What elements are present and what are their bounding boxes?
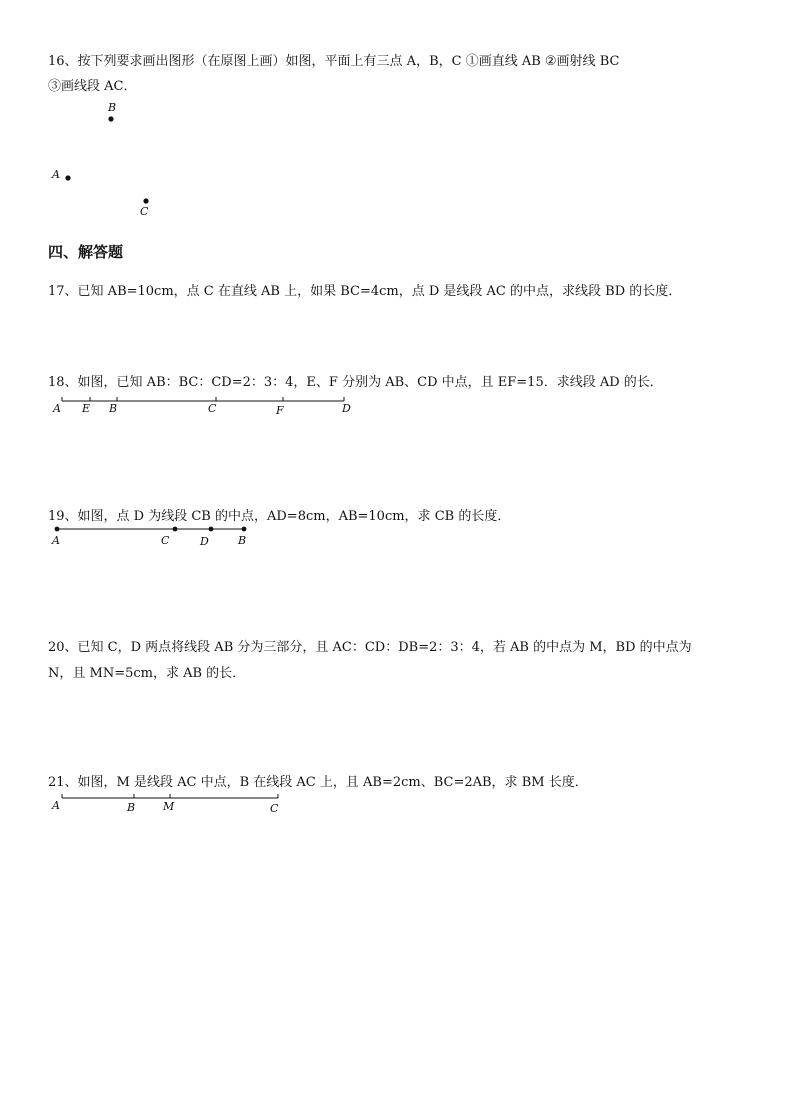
q21-label-b: B [127,801,136,814]
q18-label-f: F [276,404,284,417]
q16-text-line1: 16、按下列要求画出图形（在原图上画）如图，平面上有三点 A，B，C ①画直线 AB ②画射线 BC [48,54,620,69]
q18-label-d: D [342,402,351,415]
q16-label-b: B [108,101,117,114]
q20-text-line1: 20、已知 C，D 两点将线段 AB 分为三部分，且 AC：CD：DB=2：3：4，若 AB 的中点为 M，BD 的中点为 [48,640,692,655]
q20-text-line2: N，且 MN=5cm，求 AB 的长． [48,666,246,681]
q21-label-c: C [270,802,279,815]
q21-text: 21、如图，M 是线段 AC 中点，B 在线段 AC 上，且 AB=2cm、BC=2AB，求 BM 长度． [48,775,588,790]
q19-label-b: B [238,534,247,547]
q19-label-a: A [52,534,60,547]
section-heading: 四、解答题 [48,243,124,261]
q19-text: 19、如图，点 D 为线段 CB 的中点，AD=8cm，AB=10cm，求 CB 的长度． [48,509,511,524]
q16-label-a: A [52,168,60,181]
q21-label-a: A [52,799,60,812]
q18-label-b: B [109,402,118,415]
q18-label-e: E [82,402,91,415]
q18-text: 18、如图，已知 AB：BC：CD=2：3：4，E、F 分别为 AB、CD 中点，且 EF=15．求线段 AD 的长． [48,375,663,390]
q17-text: 17、已知 AB=10cm，点 C 在直线 AB 上，如果 BC=4cm，点 D 是线段 AC 的中点，求线段 BD 的长度． [48,284,682,299]
q18-label-a: A [53,402,61,415]
q19-label-c: C [161,534,170,547]
q18-label-c: C [208,402,217,415]
q16-label-c: C [140,205,149,218]
q16-text-line2: ③画线段 AC． [48,79,137,94]
q21-label-m: M [163,800,175,813]
q19-label-d: D [200,535,209,548]
